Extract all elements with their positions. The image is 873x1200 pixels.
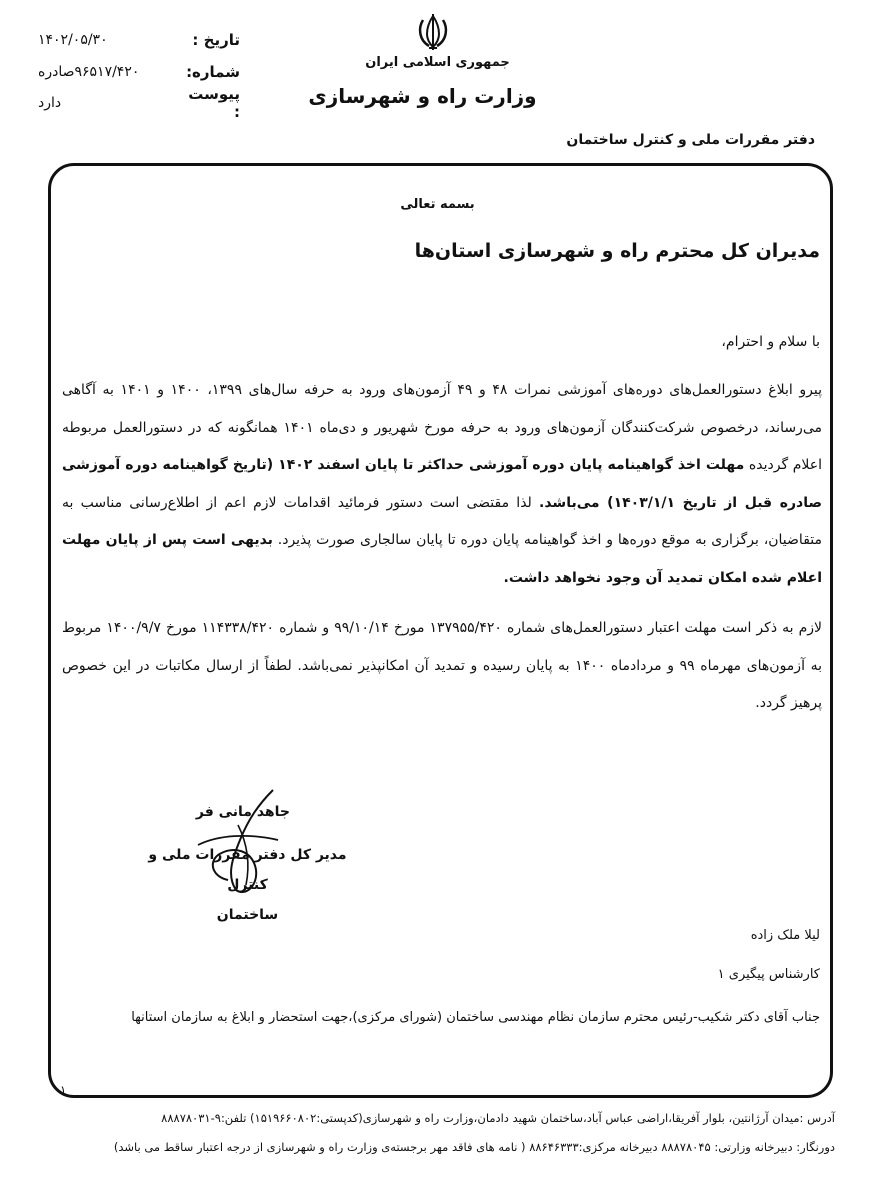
signatory-name: جاهد مانی فر xyxy=(195,804,290,820)
attachment-row xyxy=(30,85,240,121)
number-label: شماره: xyxy=(186,63,240,81)
republic-title: جمهوری اسلامی ایران xyxy=(365,55,510,70)
p1-bold-1: مهلت اخذ گواهینامه پایان دوره آموزشی حداکثر تا پایان اسفند ۱۴۰۲ (تاریخ گواهینامه دوره آموزشی صادره قبل از تاریخ ۱۴۰۳/۱/۱) می‌باشد. xyxy=(62,457,822,511)
number-value: ۹۶۵۱۷/۴۲۰صادره xyxy=(38,64,140,80)
page-number: ۱ xyxy=(60,1083,67,1097)
address-line: آدرس :میدان آرژانتین، بلوار آفریقا،اراضی عباس آباد،ساختمان شهید دادمان،وزارت راه و شهرسازی(کدپستی:۱۵۱۹۶۶۰۸۰۲) تلفن:۹-۸۸۸۷۸۰۳۱ xyxy=(161,1111,835,1125)
fax-line: دورنگار: دبیرخانه وزارتی: ۸۸۸۷۸۰۴۵ دبیرخانه مرکزی:۸۸۶۴۶۳۳۳ ( نامه های فاقد مهر برجسته‌ی وزارت راه و شهرسازی از درجه اعتبار ساقط می باشد) xyxy=(113,1140,835,1154)
number-row xyxy=(30,59,240,85)
attachment-label: پیوست : xyxy=(188,85,240,121)
date-value: ۱۴۰۲/۰۵/۳۰ xyxy=(38,32,108,48)
ministry-title: وزارت راه و شهرسازی xyxy=(308,84,537,108)
signatory-title-line2: ساختمان xyxy=(216,907,279,923)
date-label: تاریخ : xyxy=(192,31,240,49)
office-title: دفتر مقررات ملی و کنترل ساختمان xyxy=(566,132,815,148)
date-row xyxy=(30,27,240,53)
paragraph-2: لازم به ذکر است مهلت اعتبار دستورالعمل‌های شماره ۱۳۷۹۵۵/۴۲۰ مورخ ۹۹/۱۰/۱۴ و شماره ۱۱۴۳۳۸/۴۲۰ مورخ ۱۴۰۰/۹/۷ مربوط به آزمون‌های مهرماه ۹۹ و مردادماه ۱۴۰۰ به پایان رسیده و تمدید آن امکانپذیر نمی‌باشد. لطفاً از ارسال مکاتبات در این خصوص پرهیز گردد. xyxy=(62,620,823,711)
signatory-title xyxy=(140,840,355,930)
greeting: با سلام و احترام، xyxy=(721,334,820,350)
recipient: مدیران کل محترم راه و شهرسازی استان‌ها xyxy=(414,240,820,262)
p1-text-1: پیرو ابلاغ دستورالعمل‌های دوره‌های آموزشی نمرات ۴۸ و ۴۹ آزمون‌های ورود به حرفه سال‌های ۱۳۹۹، ۱۴۰۰ و ۱۴۰۱ به آگاهی می‌رساند، درخصوص شرکت‌کنندگان آزمون‌های ورود به حرفه مورخ شهریور و دی‌ماه ۱۴۰۱ همانگونه که در دستورالعمل مربوطه اعلام گردیده xyxy=(62,382,822,473)
staff-role: کارشناس پیگیری ۱ xyxy=(717,967,820,982)
p1-bold-2: بدیهی است پس از پایان مهلت اعلام شده امکان تمدید آن وجود نخواهد داشت. xyxy=(62,532,822,586)
iran-emblem-icon xyxy=(415,12,451,52)
bismillah: بسمه تعالی xyxy=(400,197,475,212)
cc-line: جناب آقای دکتر شکیب-رئیس محترم سازمان نظام مهندسی ساختمان (شورای مرکزی)،جهت استحضار و ابلاغ به سازمان استانها xyxy=(131,1010,820,1025)
attachment-value: دارد xyxy=(38,95,62,111)
signatory-title-line1: مدیر کل دفتر مقررات ملی و کنترل xyxy=(148,847,347,893)
staff-name: لیلا ملک زاده xyxy=(750,928,820,943)
p1-text-2: لذا مقتضی است دستور فرمائید اقدامات لازم اعم از اطلاع‌رسانی مناسب به متقاضیان، برگزاری به موقع دوره‌ها و اخذ گواهینامه پایان دوره تا پایان سالجاری صورت پذیرد. xyxy=(62,494,822,548)
paragraph-1 xyxy=(62,372,822,597)
